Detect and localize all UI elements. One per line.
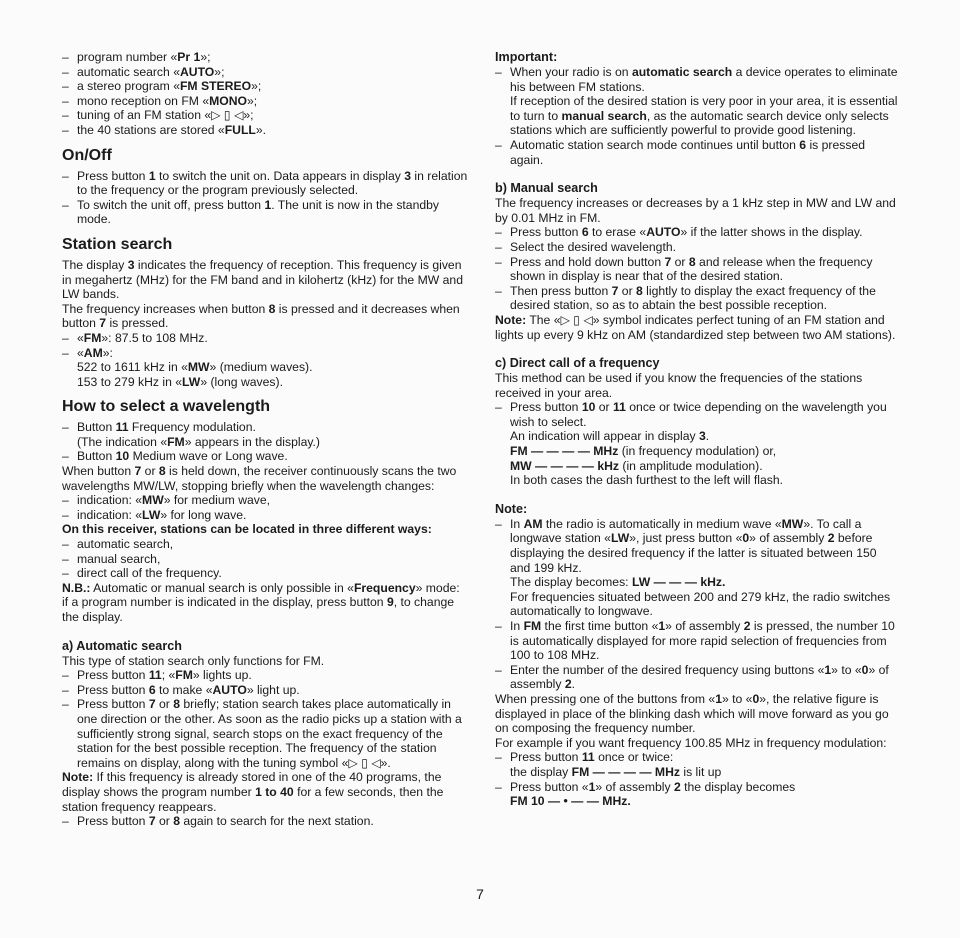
list-item: – Press button 6 to make «AUTO» light up. [62, 683, 468, 698]
indented-line: If reception of the desired station is very poor in your area, it is essential to turn to manual search, as the automatic search device only selects stations which are sufficiently powerful to provide good listening. [510, 94, 898, 138]
list-item: – Button 10 Medium wave or Long wave. [62, 449, 468, 464]
paragraph: The frequency increases or decreases by a 1 kHz step in MW and LW and by 0.01 MHz in FM. [495, 196, 896, 225]
bold-statement: On this receiver, stations can be located in three different ways: [62, 522, 432, 537]
indented-line: 153 to 279 kHz in «LW» (long waves). [77, 374, 283, 389]
list-item: – Automatic station search mode continues until button 6 is pressed again. [495, 138, 899, 167]
indented-line: The display becomes: LW — — — kHz. [510, 575, 726, 590]
list-item: – Select the desired wavelength. [495, 240, 899, 255]
indented-line: In both cases the dash furthest to the left will flash. [510, 473, 784, 488]
list-item: – In AM the radio is automatically in medium wave «MW». To call a longwave station «LW», just press button «0» of assembly 2 before displaying the desired frequency if the latter is situated between 150 and 199 kHz. [495, 517, 899, 575]
list-item: – Button 11 Frequency modulation. [62, 420, 468, 435]
page-number: 7 [476, 886, 484, 902]
list-item: – indication: «LW» for long wave. [62, 508, 468, 523]
paragraph: This type of station search only functions for FM. [62, 653, 325, 668]
left-column [62, 50, 468, 829]
list-item: – Press button 6 to erase «AUTO» if the latter shows in the display. [495, 225, 899, 240]
subsection-heading-important: Important: [495, 50, 558, 64]
indented-line: FM — — — — MHz (in frequency modulation) or, [510, 444, 777, 459]
indented-line: FM 10 — • — — MHz. [510, 794, 631, 809]
indented-line: 522 to 1611 kHz in «MW» (medium waves). [77, 360, 313, 375]
list-item: – automatic search, [62, 537, 468, 552]
subsection-heading-note: Note: [495, 501, 528, 516]
list-item: – automatic search «AUTO»; [62, 65, 468, 80]
list-item: – When your radio is on automatic search a device operates to eliminate his between FM stations. [495, 65, 899, 94]
list-item: – «AM»: [62, 346, 468, 361]
indented-line: (The indication «FM» appears in the display.) [77, 434, 320, 449]
list-item: – «FM»: 87.5 to 108 MHz. [62, 331, 468, 346]
paragraph: For example if you want frequency 100.85 MHz in frequency modulation: [495, 735, 887, 750]
paragraph: The frequency increases when button 8 is pressed and it decreases when button 7 is pressed. [62, 301, 460, 331]
section-heading-on-off: On/Off [62, 146, 112, 164]
list-item: – Then press button 7 or 8 lightly to display the exact frequency of the desired station, so as to abtain the best possible reception. [495, 284, 899, 313]
list-item: – Press button 1 to switch the unit on. Data appears in display 3 in relation to the frequency or the program previously selected. [62, 169, 468, 198]
list-item: – Enter the number of the desired frequency using buttons «1» to «0» of assembly 2. [495, 663, 899, 692]
right-column [495, 50, 899, 809]
section-heading-wavelength: How to select a wavelength [62, 398, 271, 416]
list-item: – Press button 10 or 11 once or twice depending on the wavelength you wish to select. [495, 400, 899, 429]
list-item: – mono reception on FM «MONO»; [62, 94, 468, 109]
indented-line: For frequencies situated between 200 and 279 kHz, the radio switches automatically to longwave. [510, 589, 891, 619]
paragraph: The display 3 indicates the frequency of reception. This frequency is given in megahertz (MHz) for the FM band and in kilohertz (kHz) for the MW and LW bands. [62, 257, 463, 302]
paragraph: This method can be used if you know the frequencies of the stations received in your area. [495, 371, 863, 400]
subsection-heading-automatic-search: a) Automatic search [62, 638, 182, 653]
indented-line: MW — — — — kHz (in amplitude modulation). [510, 458, 763, 473]
note-paragraph: Note: The «▷ ▯ ◁» symbol indicates perfect tuning of an FM station and lights up every 9 kHz on AM (standardized step between two AM stations). [495, 312, 896, 342]
note-paragraph: Note: If this frequency is already stored in one of the 40 programs, the display shows the program number 1 to 40 for a few seconds, then the station frequency reappears. [62, 770, 444, 814]
paragraph: When pressing one of the buttons from «1» to «0», the relative figure is displayed in place of the blinking dash which will move forward as you go on composing the frequency number. [495, 691, 889, 736]
list-item: – indication: «MW» for medium wave, [62, 493, 468, 508]
list-item: – tuning of an FM station «▷ ▯ ◁»; [62, 108, 468, 123]
subsection-heading-direct-call: c) Direct call of a frequency [495, 356, 660, 371]
list-item: – To switch the unit off, press button 1. The unit is now in the standby mode. [62, 198, 468, 227]
list-item: – Press button 11 once or twice: [495, 750, 899, 765]
section-heading-station-search: Station search [62, 235, 173, 253]
list-item: – direct call of the frequency. [62, 566, 468, 581]
list-item: – a stereo program «FM STEREO»; [62, 79, 468, 94]
indented-line: the display FM — — — — MHz is lit up [510, 764, 722, 779]
list-item: – Press button 7 or 8 briefly; station search takes place automatically in one direction or the other. As soon as the radio picks up a station with a sufficiently strong signal, search stops on the exact frequency of the station for the best possible reception. The frequency of the station remains on display, along with the tuning symbol «▷ ▯ ◁». [62, 697, 468, 770]
list-item: – In FM the first time button «1» of assembly 2 is pressed, the number 10 is automatically displayed for more rapid selection of frequencies from 100 to 108 MHz. [495, 619, 899, 663]
list-item: – the 40 stations are stored «FULL». [62, 123, 468, 138]
list-item: – manual search, [62, 552, 468, 567]
list-item: – program number «Pr 1»; [62, 50, 468, 65]
paragraph: When button 7 or 8 is held down, the receiver continuously scans the two wavelengths MW/LW, stopping briefly when the wavelength changes: [62, 464, 457, 493]
nb-paragraph: N.B.: Automatic or manual search is only possible in «Frequency» mode: if a program number is indicated in the display, press button 9, to change the display. [62, 580, 460, 624]
subsection-heading-manual-search: b) Manual search [495, 181, 598, 196]
list-item: – Press button 11; «FM» lights up. [62, 668, 468, 683]
list-item: – Press button «1» of assembly 2 the display becomes [495, 780, 899, 795]
list-item: – Press button 7 or 8 again to search for the next station. [62, 814, 468, 829]
indented-line: An indication will appear in display 3. [510, 429, 710, 444]
list-item: – Press and hold down button 7 or 8 and release when the frequency shown in display is near that of the desired station. [495, 255, 899, 284]
